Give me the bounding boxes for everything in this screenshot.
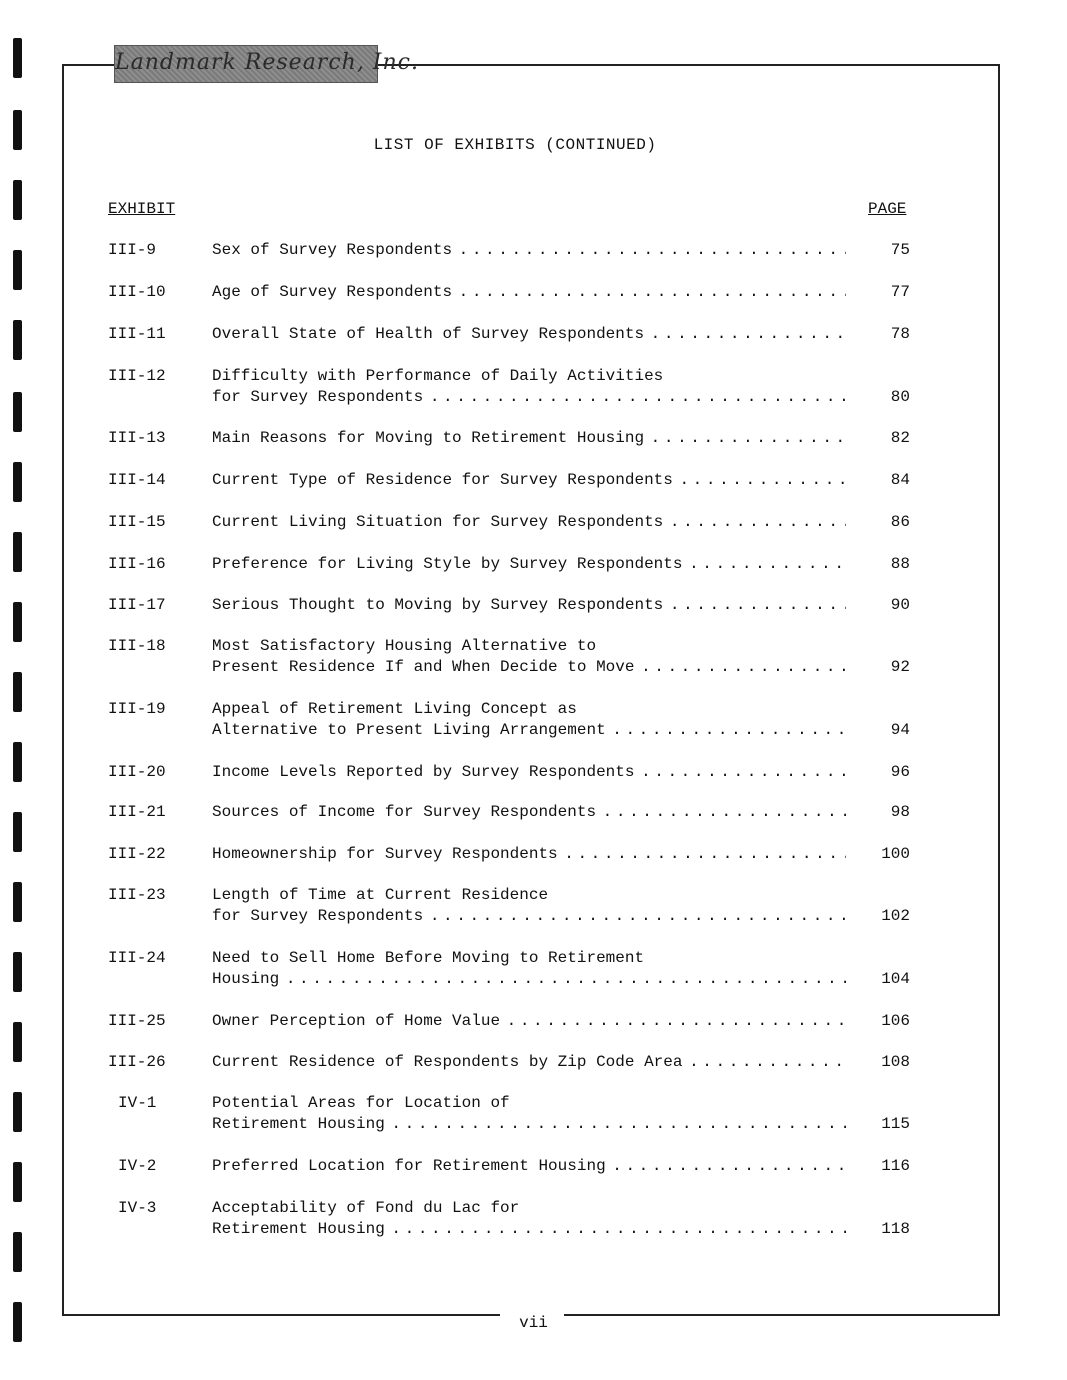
exhibit-code: III-15 (108, 513, 166, 531)
exhibit-description (212, 885, 846, 927)
exhibit-description (212, 948, 846, 990)
exhibit-title-line: Acceptability of Fond du Lac for (212, 1199, 520, 1217)
exhibit-title-line: Length of Time at Current Residence (212, 886, 549, 904)
punch-hole (13, 742, 22, 782)
exhibit-description (212, 554, 846, 575)
exhibit-description (212, 366, 846, 408)
exhibit-description (212, 1093, 846, 1135)
punch-hole (13, 180, 22, 220)
exhibit-title-line: for Survey Respondents . . . (212, 387, 846, 408)
exhibit-title-line: Current Living Situation for Survey Respondents . . . (212, 512, 846, 533)
punch-hole (13, 1162, 22, 1202)
exhibit-page-number: 100 (881, 845, 910, 863)
exhibit-code: III-9 (108, 241, 157, 259)
exhibit-page-number: 115 (881, 1115, 910, 1133)
punch-hole (13, 250, 22, 290)
exhibit-code: III-11 (108, 325, 166, 343)
exhibit-page-number: 90 (890, 596, 910, 614)
punch-hole (13, 1022, 22, 1062)
exhibit-title-line: Retirement Housing . . . (212, 1114, 846, 1135)
exhibit-title-line: Appeal of Retirement Living Concept as (212, 700, 577, 718)
exhibit-page-number: 78 (890, 325, 910, 343)
exhibit-code: III-25 (108, 1012, 166, 1030)
exhibit-description (212, 1198, 846, 1240)
exhibit-code: III-24 (108, 949, 166, 967)
exhibit-page-number: 86 (890, 513, 910, 531)
exhibit-page-number: 88 (890, 555, 910, 573)
exhibit-title-line: Present Residence If and When Decide to Move . . . (212, 657, 846, 678)
exhibit-title-line: Homeownership for Survey Respondents . . . (212, 844, 846, 865)
exhibit-code: IV-2 (118, 1157, 157, 1175)
punch-hole (13, 952, 22, 992)
punch-hole (13, 1232, 22, 1272)
exhibit-page-number: 82 (890, 429, 910, 447)
punch-hole (13, 602, 22, 642)
punch-hole (13, 462, 22, 502)
exhibit-title-line: Current Residence of Respondents by Zip Code Area . . . (212, 1052, 846, 1073)
exhibit-title-line: Main Reasons for Moving to Retirement Housing . . . (212, 428, 846, 449)
exhibit-page-number: 96 (890, 763, 910, 781)
exhibit-code: III-12 (108, 367, 166, 385)
exhibit-code: III-23 (108, 886, 166, 904)
punch-hole (13, 532, 22, 572)
exhibit-page-number: 75 (890, 241, 910, 259)
exhibit-description (212, 512, 846, 533)
exhibit-code: IV-1 (118, 1094, 157, 1112)
exhibit-description (212, 1011, 846, 1032)
exhibit-code: III-13 (108, 429, 166, 447)
exhibit-description (212, 240, 846, 261)
exhibit-description (212, 802, 846, 823)
exhibit-page-number: 92 (890, 658, 910, 676)
exhibit-title-line: Overall State of Health of Survey Respondents . . . (212, 324, 846, 345)
page-number: vii (519, 1314, 548, 1332)
exhibit-page-number: 77 (890, 283, 910, 301)
exhibit-code: III-10 (108, 283, 166, 301)
exhibit-page-number: 80 (890, 388, 910, 406)
exhibit-page-number: 94 (890, 721, 910, 739)
exhibit-description (212, 470, 846, 491)
exhibit-description (212, 282, 846, 303)
exhibit-title-line: Sources of Income for Survey Respondents . . . (212, 802, 846, 823)
exhibit-description (212, 595, 846, 616)
exhibit-description (212, 1156, 846, 1177)
exhibit-description (212, 762, 846, 783)
exhibit-description (212, 636, 846, 678)
exhibit-description (212, 324, 846, 345)
exhibit-column-header: EXHIBIT (108, 200, 176, 218)
exhibit-code: III-18 (108, 637, 166, 655)
exhibit-code: III-19 (108, 700, 166, 718)
exhibit-page-number: 108 (881, 1053, 910, 1071)
exhibit-title-line: Age of Survey Respondents . . . (212, 282, 846, 303)
exhibit-page-number: 84 (890, 471, 910, 489)
exhibit-title-line: Current Type of Residence for Survey Respondents . . . (212, 470, 846, 491)
page-title: LIST OF EXHIBITS (CONTINUED) (373, 136, 657, 154)
exhibit-page-number: 102 (881, 907, 910, 925)
exhibit-code: III-21 (108, 803, 166, 821)
exhibit-title-line: Difficulty with Performance of Daily Activities (212, 367, 664, 385)
exhibit-title-line: Alternative to Present Living Arrangement . . . (212, 720, 846, 741)
punch-hole (13, 392, 22, 432)
exhibit-description (212, 699, 846, 741)
punch-hole (13, 320, 22, 360)
exhibit-description (212, 1052, 846, 1073)
punch-hole (13, 38, 22, 78)
company-logo (114, 45, 419, 83)
exhibit-title-line: Retirement Housing . . . (212, 1219, 846, 1240)
exhibit-title-line: Potential Areas for Location of (212, 1094, 510, 1112)
exhibit-code: IV-3 (118, 1199, 157, 1217)
exhibit-title-line: Preference for Living Style by Survey Respondents . . . (212, 554, 846, 575)
exhibit-title-line: Serious Thought to Moving by Survey Respondents . . . (212, 595, 846, 616)
logo-text: Landmark Research, Inc. (115, 50, 419, 75)
punch-hole (13, 672, 22, 712)
exhibit-code: III-20 (108, 763, 166, 781)
exhibit-code: III-26 (108, 1053, 166, 1071)
exhibit-title-line: Need to Sell Home Before Moving to Retirement (212, 949, 645, 967)
exhibit-page-number: 116 (881, 1157, 910, 1175)
exhibit-title-line: for Survey Respondents . . . (212, 906, 846, 927)
exhibit-title-line: Owner Perception of Home Value . . . (212, 1011, 846, 1032)
exhibit-page-number: 104 (881, 970, 910, 988)
exhibit-code: III-22 (108, 845, 166, 863)
punch-hole (13, 1092, 22, 1132)
punch-hole (13, 882, 22, 922)
exhibit-title-line: Most Satisfactory Housing Alternative to (212, 637, 597, 655)
exhibit-title-line: Income Levels Reported by Survey Respondents . . . (212, 762, 846, 783)
exhibit-code: III-14 (108, 471, 166, 489)
exhibit-title-line: Housing . . . (212, 969, 846, 990)
page-column-header: PAGE (868, 200, 907, 218)
exhibit-page-number: 106 (881, 1012, 910, 1030)
exhibit-page-number: 118 (881, 1220, 910, 1238)
punch-hole (13, 812, 22, 852)
exhibit-page-number: 98 (890, 803, 910, 821)
exhibit-code: III-16 (108, 555, 166, 573)
exhibit-description (212, 428, 846, 449)
exhibit-title-line: Preferred Location for Retirement Housing . . . (212, 1156, 846, 1177)
exhibit-description (212, 844, 846, 865)
exhibit-title-line: Sex of Survey Respondents . . . (212, 240, 846, 261)
exhibit-code: III-17 (108, 596, 166, 614)
